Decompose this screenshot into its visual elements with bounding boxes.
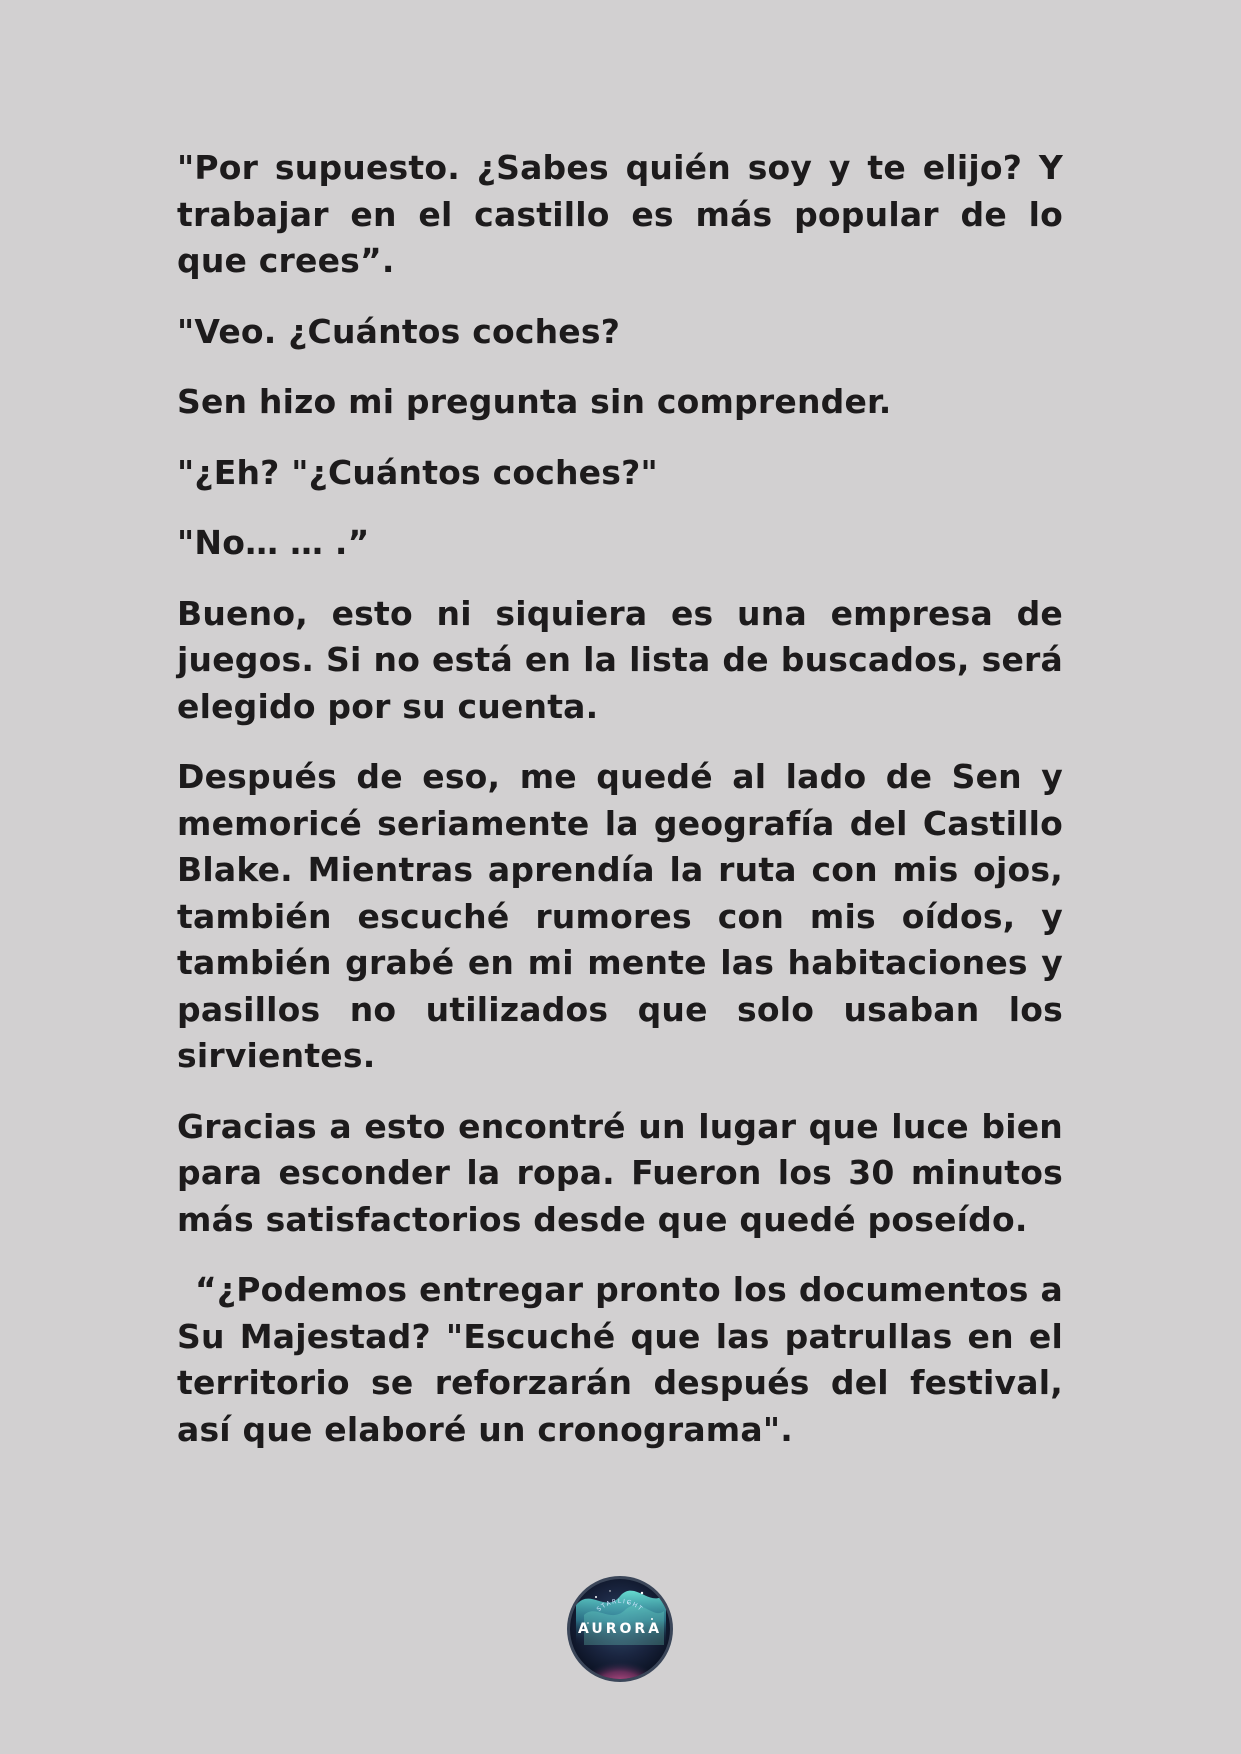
paragraph-5: "No… … .” — [177, 523, 370, 562]
paragraph-6: Bueno, esto ni siquiera es una empresa de juegos. Si no está en la lista de buscados, será elegido por su cuenta. — [177, 593, 1063, 726]
paragraph-4: "¿Eh? "¿Cuántos coches?" — [177, 452, 658, 492]
paragraph-2: "Veo. ¿Cuántos coches? — [177, 311, 621, 351]
body-text — [177, 145, 1063, 1477]
paragraph-7: Después de eso, me quedé al lado de Sen y memoricé seriamente la geografía del Castillo Blake. Mientras aprendía la ruta con mis ojos, también escuché rumores con mis oídos, y también grabé en mi mente las habitaciones y pasillos no utilizados que solo usaban los sirvientes. — [177, 757, 1063, 1075]
paragraph-9: “¿Podemos entregar pronto los documentos a Su Majestad? "Escuché que las patrullas en el territorio se reforzarán después del festival, así que elaboré un cronograma". — [177, 1270, 1063, 1449]
aurora-logo-icon — [566, 1575, 674, 1683]
publisher-logo — [566, 1575, 674, 1683]
paragraph-8: Gracias a esto encontré un lugar que luce bien para esconder la ropa. Fueron los 30 minutos más satisfactorios desde que quedé poseído. — [177, 1106, 1063, 1239]
logo-main-text: AURORA — [577, 1621, 663, 1637]
paragraph-3: Sen hizo mi pregunta sin comprender. — [177, 382, 892, 421]
logo-top-text: STARLIGHT — [595, 1597, 645, 1614]
paragraph-1: "Por supuesto. ¿Sabes quién soy y te elijo? Y trabajar en el castillo es más popular de lo que crees”. — [177, 148, 1063, 280]
